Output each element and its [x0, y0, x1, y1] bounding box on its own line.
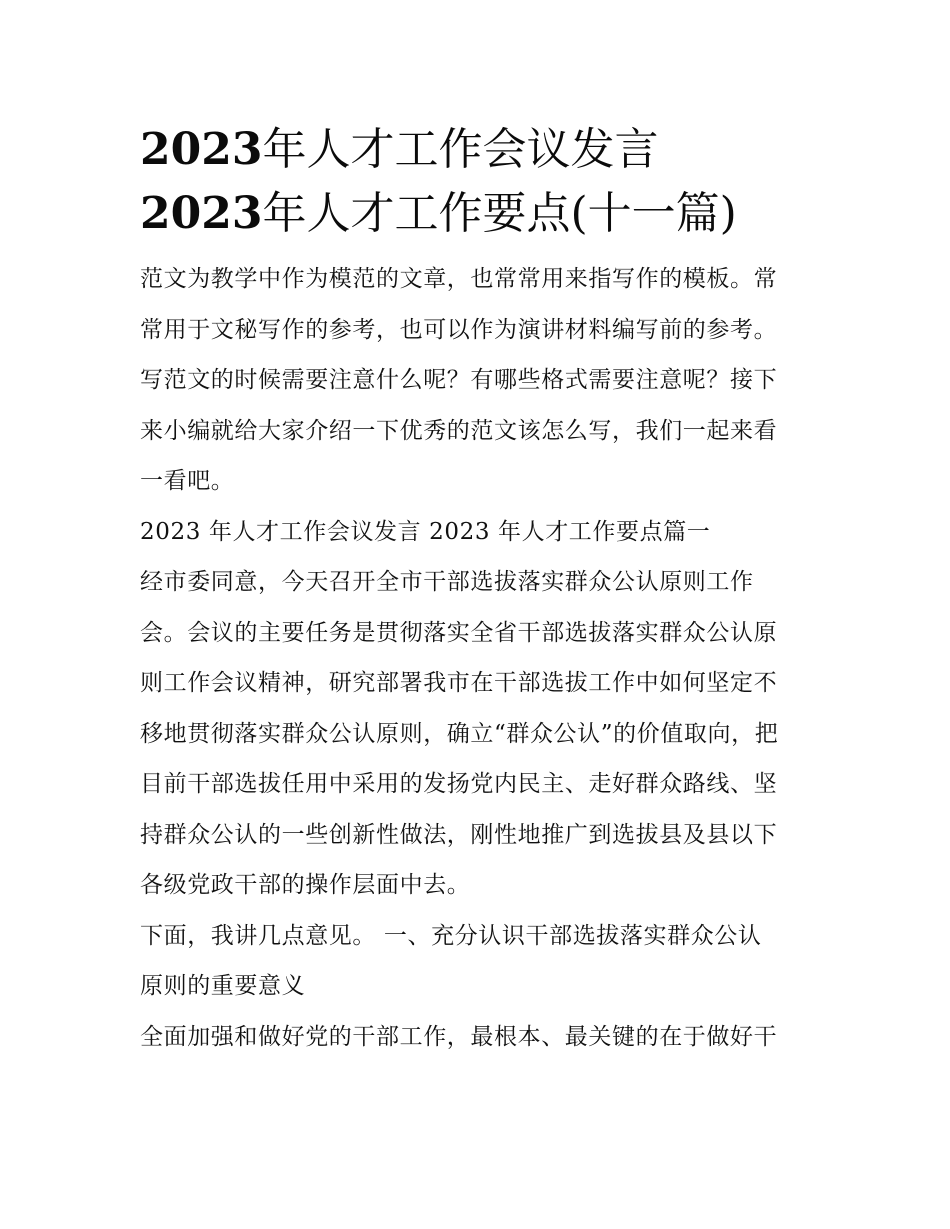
body-paragraph-2	[140, 911, 820, 1012]
text-line: 范文为教学中作为模范的文章，也常常用来指写作的模板。常	[140, 266, 778, 292]
text-line: 下面，我讲几点意见。 一、充分认识干部选拔落实群众公认	[140, 922, 762, 949]
text-line: 来小编就给大家介绍一下优秀的范文该怎么写，我们一起来看	[140, 417, 778, 444]
text-line: 经市委同意，今天召开全市干部选拔落实群众公认原则工作	[140, 569, 754, 595]
title-text-2: 年人才工作要点(十一篇)	[262, 188, 737, 239]
text-line: 原则的重要意义	[140, 973, 306, 999]
section-heading	[140, 507, 820, 558]
text-line: 2023 年人才工作会议发言 2023 年人才工作要点篇一	[140, 518, 711, 545]
body-paragraph-1	[140, 557, 820, 911]
document-title-line-2	[140, 182, 820, 246]
text-line: 各级党政干部的操作层面中去。	[140, 872, 471, 898]
title-year-1: 2023	[140, 124, 263, 175]
intro-paragraph	[140, 254, 820, 507]
text-line: 则工作会议精神，研究部署我市在干部选拔工作中如何坚定不	[140, 670, 778, 696]
text-line: 写范文的时候需要注意什么呢？有哪些格式需要注意呢？接下	[140, 367, 778, 393]
title-text-1: 年人才工作会议发言	[262, 124, 659, 175]
text-line: 移地贯彻落实群众公认原则，确立“群众公认”的价值取向，把	[140, 720, 779, 747]
document-title-line-1	[140, 118, 820, 182]
title-year-2: 2023	[140, 188, 263, 239]
text-line: 全面加强和做好党的干部工作，最根本、最关键的在于做好干	[140, 1023, 778, 1050]
text-line: 持群众公认的一些创新性做法，刚性地推广到选拔县及县以下	[140, 821, 778, 848]
body-paragraph-3	[140, 1012, 820, 1063]
text-line: 目前干部选拔任用中采用的发扬党内民主、走好群众路线、坚	[140, 771, 778, 797]
text-line: 常用于文秘写作的参考，也可以作为演讲材料编写前的参考。	[140, 316, 778, 343]
document-content	[140, 118, 820, 1062]
text-line: 会。会议的主要任务是贯彻落实全省干部选拔落实群众公认原	[140, 619, 778, 646]
text-line: 一看吧。	[140, 468, 235, 494]
